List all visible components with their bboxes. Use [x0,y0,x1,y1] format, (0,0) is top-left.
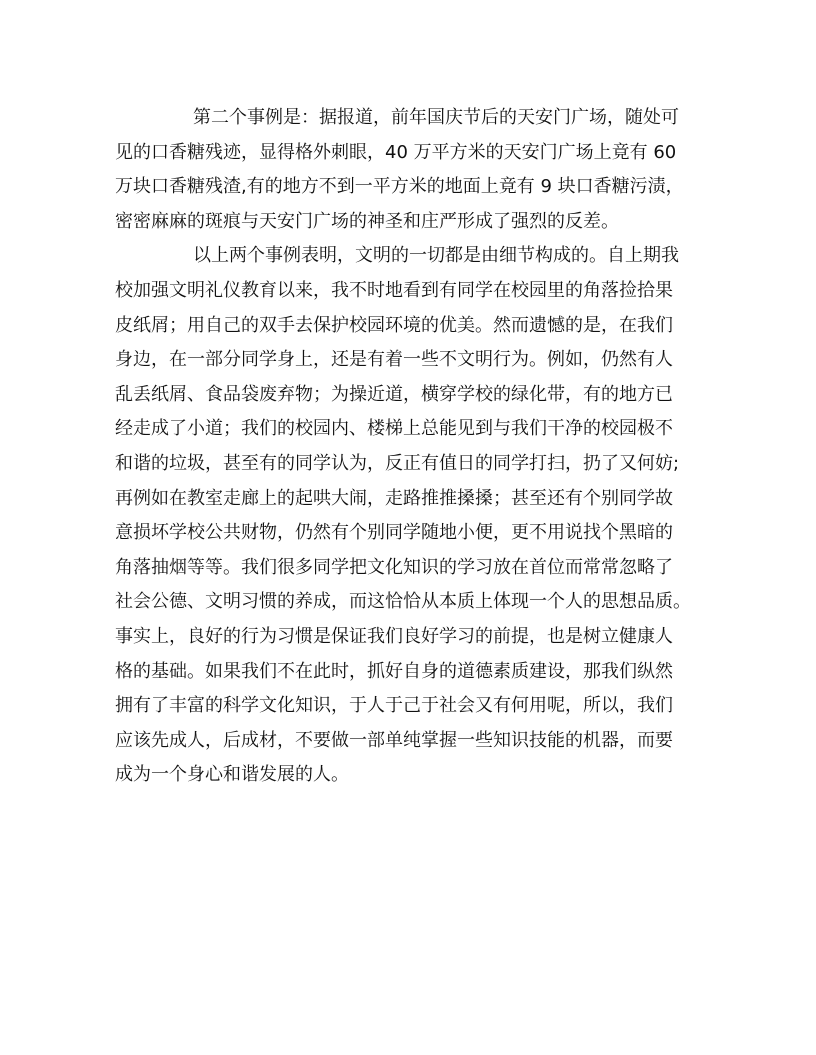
paragraph-line: 身边，在一部分同学身上，还是有着一些不文明行为。例如，仍然有人 [115,349,673,371]
paragraph-line: 意损坏学校公共财物，仍然有个别同学随地小便，更不用说找个黑暗的 [115,522,673,544]
paragraph-line: 密密麻麻的斑痕与天安门广场的神圣和庄严形成了强烈的反差。 [115,210,619,232]
document-body [115,101,695,793]
paragraph-line: 拥有了丰富的科学文化知识，于人于己于社会又有何用呢，所以，我们 [115,695,673,717]
paragraph-line: 成为一个身心和谐发展的人。 [115,764,349,786]
paragraph-line: 角落抽烟等等。我们很多同学把文化知识的学习放在首位而常常忽略了 [115,556,673,578]
paragraph-line: 和谐的垃圾，甚至有的同学认为，反正有值日的同学打扫，扔了又何妨; [115,452,680,474]
paragraph-line: 乱丢纸屑、食品袋废弃物；为操近道，横穿学校的绿化带，有的地方已 [115,383,673,405]
paragraph-line: 格的基础。如果我们不在此时，抓好自身的道德素质建设，那我们纵然 [115,660,673,682]
paragraph-line: 再例如在教室走廊上的起哄大闹，走路推推搡搡；甚至还有个别同学故 [115,487,673,509]
paragraph-chewing-gum-example [115,101,695,239]
paragraph-line: 经走成了小道；我们的校园内、楼梯上总能见到与我们干净的校园极不 [115,418,673,440]
paragraph-line: 见的口香糖残迹，显得格外刺眼，40 万平方米的天安门广场上竟有 60 [115,141,677,163]
paragraph-line: 以上两个事例表明，文明的一切都是由细节构成的。自上期我 [193,245,679,267]
paragraph-line: 万块口香糖残渣,有的地方不到一平方米的地面上竟有 9 块口香糖污渍， [115,176,684,198]
paragraph-line: 皮纸屑；用自己的双手去保护校园环境的优美。然而遗憾的是，在我们 [115,314,673,336]
paragraph-civility-details [115,239,695,793]
paragraph-line: 事实上，良好的行为习惯是保证我们良好学习的前提，也是树立健康人 [115,625,673,647]
paragraph-line: 应该先成人，后成材，不要做一部单纯掌握一些知识技能的机器，而要 [115,729,673,751]
paragraph-line: 校加强文明礼仪教育以来，我不时地看到有同学在校园里的角落捡拾果 [115,279,673,301]
paragraph-line: 第二个事例是：据报道，前年国庆节后的天安门广场，随处可 [193,107,679,128]
paragraph-line: 社会公德、文明习惯的养成，而这恰恰从本质上体现一个人的思想品质。 [115,591,691,613]
